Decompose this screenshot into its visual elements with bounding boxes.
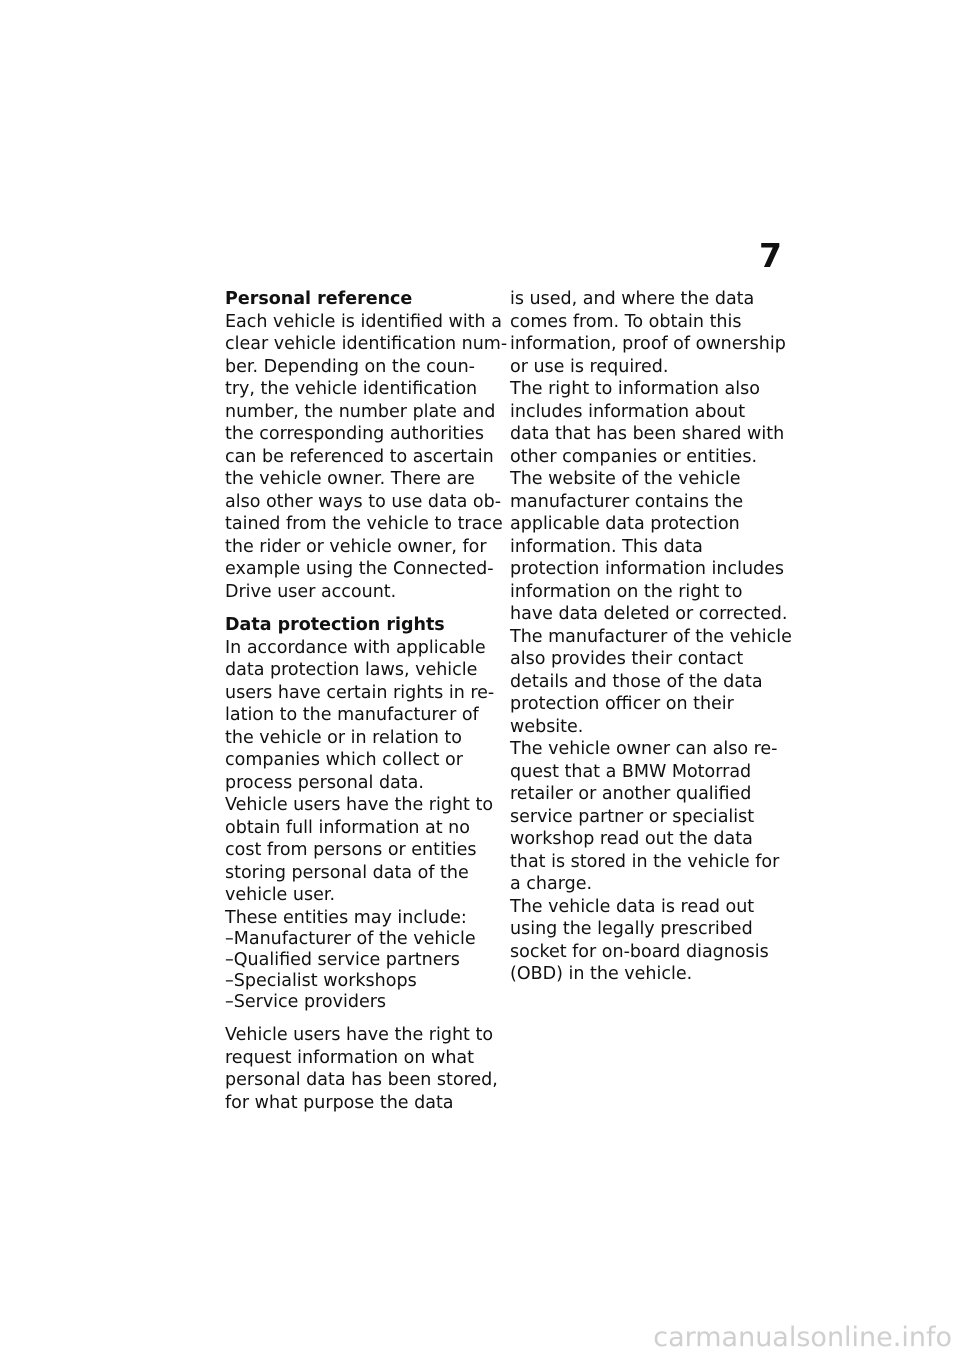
- body-line: lation to the manufacturer of: [225, 705, 479, 725]
- paragraph-gap: [225, 603, 497, 614]
- body-line: The vehicle data is read out: [510, 896, 755, 917]
- section-heading: Personal reference: [225, 289, 413, 309]
- body-line: other companies or entities.: [510, 446, 758, 467]
- body-line: In accordance with applicable: [225, 637, 486, 658]
- body-line: clear vehicle identification num-: [225, 334, 508, 354]
- body-line: is used, and where the data: [510, 289, 755, 309]
- body-line: workshop read out the data: [510, 829, 753, 849]
- body-line: data protection laws, vehicle: [225, 660, 478, 680]
- entity-list: [225, 929, 497, 1013]
- body-line: manufacturer contains the: [510, 491, 744, 512]
- body-line: the vehicle or in relation to: [225, 727, 462, 748]
- body-line: the vehicle owner. There are: [225, 469, 475, 489]
- body-line: example using the Connected-: [225, 559, 494, 579]
- body-line: cost from persons or entities: [225, 840, 477, 860]
- paragraph-gap: [225, 1013, 497, 1024]
- body-line: includes information about: [510, 401, 746, 422]
- body-line: have data deleted or corrected.: [510, 604, 788, 624]
- body-line: retailer or another qualified: [510, 784, 752, 804]
- body-line: try, the vehicle identification: [225, 379, 478, 399]
- right-column: [510, 288, 792, 986]
- body-line: Vehicle users have the right to: [225, 1025, 494, 1045]
- body-line: These entities may include:: [225, 907, 467, 928]
- body-line: quest that a BMW Motorrad: [510, 761, 752, 782]
- body-line: the rider or vehicle owner, for: [225, 536, 487, 557]
- body-line: using the legally prescribed: [510, 919, 753, 939]
- list-item: –Qualified service partners: [225, 950, 460, 970]
- body-line: for what purpose the data: [225, 1092, 454, 1113]
- body-line: can be referenced to ascertain: [225, 446, 494, 467]
- body-line: users have certain rights in re-: [225, 682, 495, 703]
- body-line: companies which collect or: [225, 750, 463, 770]
- body-line: Each vehicle is identified with a: [225, 311, 502, 332]
- body-line: storing personal data of the: [225, 862, 469, 883]
- list-item: –Service providers: [225, 992, 387, 1012]
- body-line: details and those of the data: [510, 671, 763, 692]
- body-line: socket for on-board diagnosis: [510, 941, 769, 962]
- left-column: [225, 288, 508, 1114]
- list-item: –Manufacturer of the vehicle: [225, 929, 476, 949]
- body-line: applicable data protection: [510, 514, 740, 534]
- section-heading: Data protection rights: [225, 615, 445, 635]
- body-line: also provides their contact: [510, 649, 744, 669]
- body-line: also other ways to use data ob-: [225, 491, 502, 512]
- body-line: The vehicle owner can also re-: [510, 739, 778, 759]
- page-number: 7: [759, 236, 782, 275]
- body-line: The manufacturer of the vehicle: [510, 626, 792, 647]
- body-line: (OBD) in the vehicle.: [510, 964, 693, 984]
- body-line: service partner or specialist: [510, 806, 755, 827]
- data-protection-rights-section: [225, 614, 497, 1114]
- body-line: or use is required.: [510, 356, 669, 377]
- body-line: obtain full information at no: [225, 817, 470, 838]
- body-line: information on the right to: [510, 581, 743, 602]
- body-line: vehicle user.: [225, 885, 336, 905]
- body-line: The website of the vehicle: [510, 469, 741, 489]
- watermark: carmanualsonline.info: [653, 1322, 952, 1353]
- body-line: information, proof of ownership: [510, 334, 786, 354]
- body-line: personal data has been stored,: [225, 1070, 498, 1090]
- personal-reference-section: [225, 288, 508, 603]
- body-line: Drive user account.: [225, 581, 397, 602]
- list-item: –Specialist workshops: [225, 971, 417, 991]
- body-line: number, the number plate and: [225, 401, 496, 422]
- body-line: protection officer on their: [510, 694, 734, 714]
- body-line: data that has been shared with: [510, 424, 785, 444]
- body-line: protection information includes: [510, 559, 785, 579]
- body-line: the corresponding authorities: [225, 424, 484, 444]
- body-line: request information on what: [225, 1047, 474, 1068]
- body-line: that is stored in the vehicle for: [510, 851, 780, 872]
- body-line: process personal data.: [225, 772, 424, 793]
- body-line: a charge.: [510, 874, 593, 894]
- body-line: ber. Depending on the coun-: [225, 356, 475, 377]
- body-line: information. This data: [510, 536, 703, 557]
- body-line: website.: [510, 716, 584, 737]
- body-line: tained from the vehicle to trace: [225, 514, 503, 534]
- body-line: comes from. To obtain this: [510, 311, 742, 332]
- body-line: Vehicle users have the right to: [225, 795, 494, 815]
- body-line: The right to information also: [510, 379, 760, 399]
